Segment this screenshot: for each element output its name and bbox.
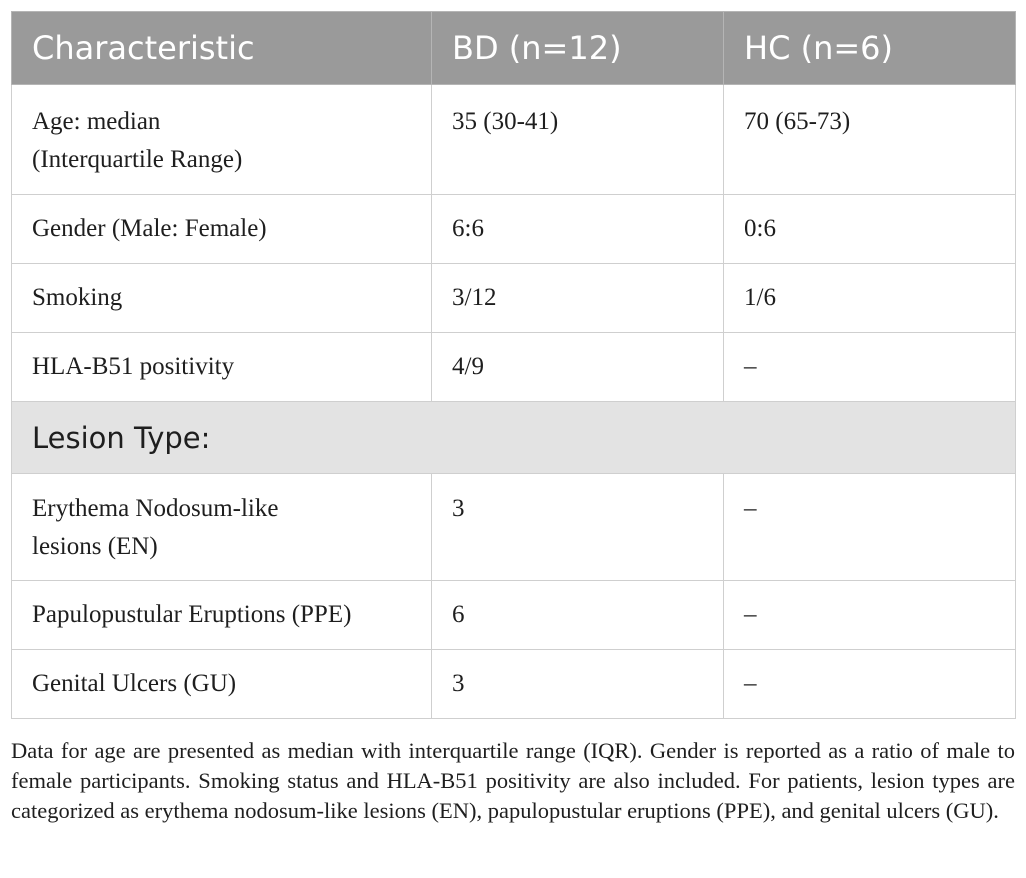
- cell-characteristic: Papulopustular Eruptions (PPE): [12, 581, 432, 650]
- caption-text: Data for age are presented as median with interquartile range (IQR). Gender is reported as a ratio of male to female participants. Smoking status and HLA-B51 positivity are also included. For patients, lesion types are categorized as erythema nodosum-like lesions (EN), papulopustular eruptions (PPE), and genital ulcers (GU).: [11, 738, 1015, 823]
- cell-characteristic: [12, 474, 432, 581]
- header-hc: HC (n=6): [724, 12, 1016, 85]
- cell-characteristic: HLA-B51 positivity: [12, 333, 432, 402]
- data-table-container: [11, 11, 1015, 719]
- cell-characteristic-line2: lesions (EN): [32, 533, 158, 560]
- cell-hc: –: [724, 474, 1016, 581]
- cell-hc: –: [724, 650, 1016, 719]
- cell-characteristic-line1: Age: median: [32, 108, 161, 135]
- cell-bd: 6: [432, 581, 724, 650]
- cell-hc: 0:6: [724, 195, 1016, 264]
- table-row-gu: [12, 650, 1016, 719]
- cell-bd: 4/9: [432, 333, 724, 402]
- cell-bd: 35 (30-41): [432, 85, 724, 195]
- cell-bd: 6:6: [432, 195, 724, 264]
- cell-characteristic: Gender (Male: Female): [12, 195, 432, 264]
- characteristics-table: [11, 11, 1016, 719]
- table-row-smoking: [12, 264, 1016, 333]
- table-row-ppe: [12, 581, 1016, 650]
- header-characteristic: Characteristic: [12, 12, 432, 85]
- cell-characteristic-line2: (Interquartile Range): [32, 146, 243, 173]
- table-caption: [11, 736, 1015, 826]
- cell-hc: –: [724, 333, 1016, 402]
- cell-hc: –: [724, 581, 1016, 650]
- table-row-hla-b51: [12, 333, 1016, 402]
- cell-characteristic-line1: Erythema Nodosum-like: [32, 495, 279, 522]
- section-label: Lesion Type:: [12, 402, 1016, 474]
- cell-characteristic: Smoking: [12, 264, 432, 333]
- cell-bd: 3/12: [432, 264, 724, 333]
- cell-bd: 3: [432, 474, 724, 581]
- cell-characteristic: Genital Ulcers (GU): [12, 650, 432, 719]
- table-row-en: [12, 474, 1016, 581]
- table-row-gender: [12, 195, 1016, 264]
- cell-hc: 70 (65-73): [724, 85, 1016, 195]
- cell-bd: 3: [432, 650, 724, 719]
- table-header-row: [12, 12, 1016, 85]
- table-row-age: [12, 85, 1016, 195]
- cell-characteristic: [12, 85, 432, 195]
- table-section-row-lesion-type: [12, 402, 1016, 474]
- header-bd: BD (n=12): [432, 12, 724, 85]
- cell-hc: 1/6: [724, 264, 1016, 333]
